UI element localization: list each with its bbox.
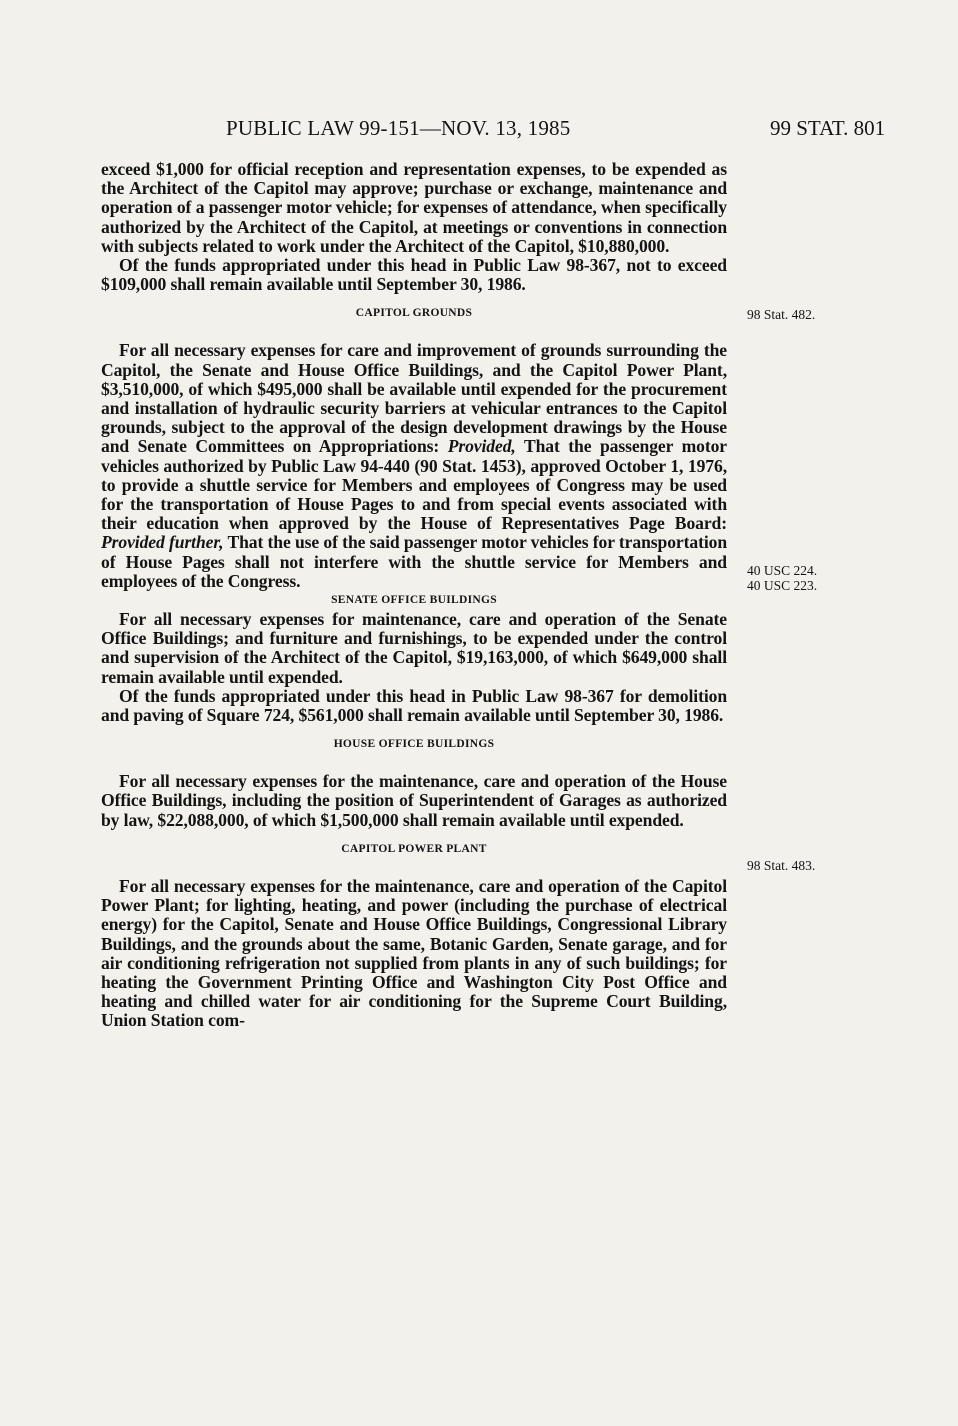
paragraph-square-724: Of the funds appropriated under this head in Public Law 98-367 for demolition and paving of Square 724, $561,000 shall remain available until September 30, 1986. xyxy=(101,685,727,726)
heading-capitol-power-plant: CAPITOL POWER PLANT xyxy=(341,842,487,855)
heading-senate-office-buildings: SENATE OFFICE BUILDINGS xyxy=(331,594,497,607)
provided-clause: Provided, xyxy=(447,436,516,457)
provided-further-clause: Provided further, xyxy=(101,532,224,553)
text-run: For all necessary expenses for care and improvement of grounds surrounding the Capitol, the Senate and House Office Buildings, and the Capitol Power Plant, $3,510,000, of which $495,000 shall be available until expended for the procurement and installation of hydraulic security barriers at vehicular entrances to the Capitol grounds, subject to the approval of the design development drawings by the House and Senate Committees on Appropriations: xyxy=(101,340,727,457)
paragraph-capitol-grounds xyxy=(101,341,727,591)
text-run: That the use of the said passenger motor vehicles for transportation of House Pages shall not interfere with the shuttle service for Members and employees of the Congress. xyxy=(101,532,727,591)
heading-house-office-buildings: HOUSE OFFICE BUILDINGS xyxy=(333,738,495,751)
text-run: That the passenger motor vehicles authorized by Public Law 94-440 (90 Stat. 1453), approved October 1, 1976, to provide a shuttle service for Members and employees of Congress may be used for the transportation of House Pages to and from special events associated with their education when approved by the House of Representatives Page Board: xyxy=(101,436,727,534)
statute-page-number: 99 STAT. 801 xyxy=(770,116,886,140)
paragraph-senate-office-buildings: For all necessary expenses for maintenance, care and operation of the Senate Office Buildings; and furniture and furnishings, to be expended under the control and supervision of the Architect of the Capitol, $19,163,000, of which $649,000 shall remain available until expended. xyxy=(101,609,727,687)
paragraph-architect-expenses: exceed $1,000 for official reception and representation expenses, to be expended as the Architect of the Capitol may approve; purchase or exchange, maintenance and operation of a passenger motor vehicle; for expenses of attendance, when specifically authorized by the Architect of the Capitol, at meetings or conventions in connection with subjects related to work under the Architect of the Capitol, $10,880,000. xyxy=(101,159,727,256)
heading-capitol-grounds: CAPITOL GROUNDS xyxy=(355,307,473,320)
running-title: PUBLIC LAW 99-151—NOV. 13, 1985 xyxy=(226,116,571,140)
paragraph-capitol-power-plant: For all necessary expenses for the maintenance, care and operation of the Capitol Power Plant; for lighting, heating, and power (including the purchase of electrical energy) for the Capitol, Senate and House Office Buildings, Congressional Library Buildings, and the grounds about the same, Botanic Garden, Senate garage, and for air conditioning refrigeration not supplied from plants in any of such buildings; for heating the Government Printing Office and Washington City Post Office and heating and chilled water for air conditioning for the Supreme Court Building, Union Station com- xyxy=(101,875,727,1031)
margin-note-98-stat-483: 98 Stat. 483. xyxy=(747,858,816,873)
document-body xyxy=(101,160,727,1031)
margin-note-40-usc-223: 40 USC 223. xyxy=(747,578,818,593)
margin-note-40-usc-224: 40 USC 224. xyxy=(747,563,818,578)
margin-note-98-stat-482: 98 Stat. 482. xyxy=(747,307,816,322)
page-header xyxy=(0,116,958,146)
paragraph-house-office-buildings: For all necessary expenses for the maintenance, care and operation of the House Office Buildings, including the position of Superintendent of Garages as authorized by law, $22,088,000, of which $1,500,000 shall remain available until expended. xyxy=(101,771,727,830)
paragraph-funds-98-367: Of the funds appropriated under this head in Public Law 98-367, not to exceed $109,000 shall remain available until September 30, 1986. xyxy=(101,255,727,295)
